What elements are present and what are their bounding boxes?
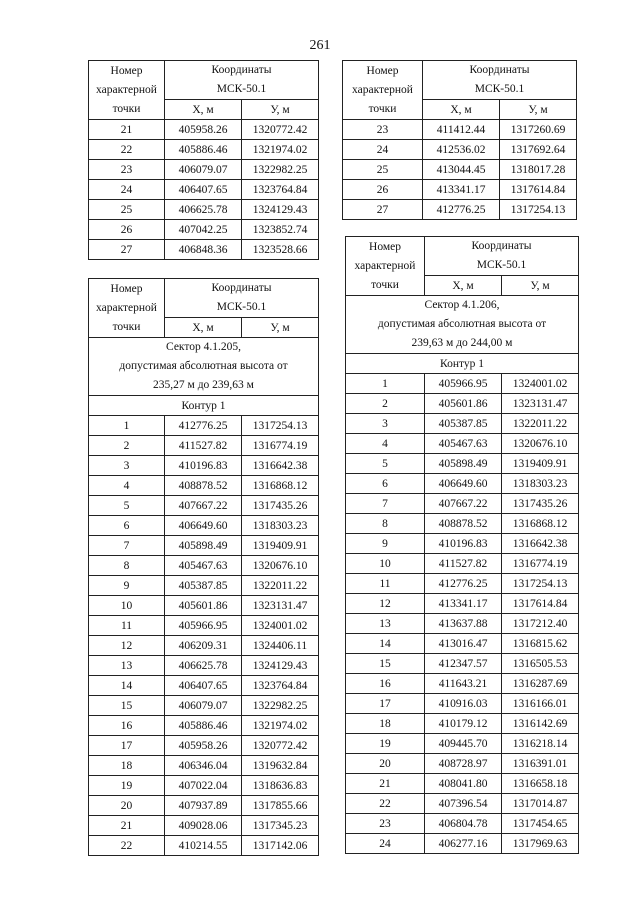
y-coordinate-cell: 1317254.13	[500, 200, 577, 220]
x-coordinate-cell: 406625.78	[165, 200, 242, 220]
text-line: Координаты	[211, 64, 272, 76]
point-number-cell: 14	[89, 676, 165, 696]
point-number-cell: 1	[346, 374, 425, 394]
point-number-cell: 14	[346, 634, 425, 654]
y-coordinate-cell: 1316391.01	[502, 754, 579, 774]
x-column-header: Х, м	[425, 276, 502, 296]
x-coordinate-cell: 406079.07	[165, 696, 242, 716]
table-row	[89, 456, 319, 476]
y-coordinate-cell: 1317345.23	[242, 816, 319, 836]
sector-description	[89, 338, 319, 396]
table-row	[346, 754, 579, 774]
y-coordinate-cell: 1319409.91	[242, 536, 319, 556]
sector-row	[89, 338, 319, 396]
table-row	[89, 496, 319, 516]
x-coordinate-cell: 407022.04	[165, 776, 242, 796]
y-coordinate-cell: 1317692.64	[500, 140, 577, 160]
x-coordinate-cell: 410196.83	[165, 456, 242, 476]
point-number-cell: 2	[346, 394, 425, 414]
point-number-cell: 27	[343, 200, 423, 220]
x-coordinate-cell: 408878.52	[425, 514, 502, 534]
point-number-cell: 21	[89, 816, 165, 836]
table-row	[346, 594, 579, 614]
point-number-cell: 13	[89, 656, 165, 676]
table-row	[343, 160, 577, 180]
text-line: Номер	[110, 64, 143, 77]
y-coordinate-cell: 1317014.87	[502, 794, 579, 814]
x-coordinate-cell: 406649.60	[425, 474, 502, 494]
x-coordinate-cell: 410214.55	[165, 836, 242, 856]
x-coordinate-cell: 406804.78	[425, 814, 502, 834]
y-coordinate-cell: 1316774.19	[242, 436, 319, 456]
y-coordinate-cell: 1319632.84	[242, 756, 319, 776]
table-row	[343, 180, 577, 200]
point-number-cell: 9	[89, 576, 165, 596]
point-number-cell: 10	[89, 596, 165, 616]
y-coordinate-cell: 1323764.84	[242, 180, 319, 200]
text-line: МСК-50.1	[474, 83, 525, 95]
x-coordinate-cell: 411643.21	[425, 674, 502, 694]
point-number-cell: 23	[343, 120, 423, 140]
point-number-header	[89, 61, 165, 120]
x-coordinate-cell: 405898.49	[425, 454, 502, 474]
table-row	[89, 756, 319, 776]
point-number-cell: 7	[89, 536, 165, 556]
point-number-cell: 15	[89, 696, 165, 716]
x-coordinate-cell: 405886.46	[165, 140, 242, 160]
x-coordinate-cell: 411527.82	[165, 436, 242, 456]
x-coordinate-cell: 406407.65	[165, 676, 242, 696]
point-number-cell: 17	[346, 694, 425, 714]
x-coordinate-cell: 405467.63	[425, 434, 502, 454]
x-coordinate-cell: 407042.25	[165, 220, 242, 240]
table-row	[346, 514, 579, 534]
y-coordinate-cell: 1321974.02	[242, 140, 319, 160]
y-coordinate-cell: 1317260.69	[500, 120, 577, 140]
point-number-cell: 15	[346, 654, 425, 674]
x-coordinate-cell: 405601.86	[425, 394, 502, 414]
sector-description	[346, 296, 579, 354]
table-row	[346, 694, 579, 714]
x-coordinate-cell: 412776.25	[165, 416, 242, 436]
point-number-cell: 6	[89, 516, 165, 536]
x-coordinate-cell: 408041.80	[425, 774, 502, 794]
table-header-row	[89, 279, 319, 318]
x-coordinate-cell: 407667.22	[165, 496, 242, 516]
point-number-cell: 9	[346, 534, 425, 554]
text-line: Координаты	[471, 240, 532, 252]
x-coordinate-cell: 406277.16	[425, 834, 502, 854]
x-coordinate-cell: 410916.03	[425, 694, 502, 714]
point-number-cell: 6	[346, 474, 425, 494]
point-number-cell: 22	[346, 794, 425, 814]
x-coordinate-cell: 409028.06	[165, 816, 242, 836]
table-row	[346, 554, 579, 574]
y-coordinate-cell: 1320676.10	[502, 434, 579, 454]
x-coordinate-cell: 409445.70	[425, 734, 502, 754]
y-coordinate-cell: 1317254.13	[242, 416, 319, 436]
point-number-cell: 21	[89, 120, 165, 140]
y-coordinate-cell: 1324129.43	[242, 200, 319, 220]
table-row	[346, 614, 579, 634]
coordinates-table-sector-206	[345, 236, 579, 854]
x-coordinate-cell: 405966.95	[425, 374, 502, 394]
table-row	[89, 180, 319, 200]
x-coordinate-cell: 405886.46	[165, 716, 242, 736]
table-row	[89, 796, 319, 816]
table-row	[346, 834, 579, 854]
point-number-cell: 24	[89, 180, 165, 200]
text-line: точки	[368, 102, 397, 115]
text-line: характерной	[96, 301, 157, 314]
x-coordinate-cell: 405898.49	[165, 536, 242, 556]
y-coordinate-cell: 1317855.66	[242, 796, 319, 816]
y-coordinate-cell: 1317614.84	[502, 594, 579, 614]
page-number: 261	[309, 38, 331, 53]
point-number-cell: 8	[346, 514, 425, 534]
y-coordinate-cell: 1316166.01	[502, 694, 579, 714]
table-row	[346, 654, 579, 674]
text-line: Номер	[366, 64, 399, 77]
point-number-cell: 24	[346, 834, 425, 854]
point-number-cell: 16	[89, 716, 165, 736]
table-row	[89, 736, 319, 756]
point-number-cell: 25	[89, 200, 165, 220]
point-number-cell: 20	[89, 796, 165, 816]
table-row	[89, 596, 319, 616]
text-line: точки	[371, 278, 399, 291]
x-coordinate-cell: 408728.97	[425, 754, 502, 774]
point-number-header	[89, 279, 165, 338]
y-coordinate-cell: 1323852.74	[242, 220, 319, 240]
point-number-cell: 1	[89, 416, 165, 436]
table-row	[346, 474, 579, 494]
x-coordinate-cell: 411412.44	[423, 120, 500, 140]
x-coordinate-cell: 407396.54	[425, 794, 502, 814]
y-coordinate-cell: 1317212.40	[502, 614, 579, 634]
point-number-cell: 7	[346, 494, 425, 514]
point-number-cell: 5	[89, 496, 165, 516]
text-line: допустимая абсолютная высота от	[377, 318, 547, 330]
x-coordinate-cell: 410179.12	[425, 714, 502, 734]
x-column-header: Х, м	[165, 100, 242, 120]
table-row	[89, 200, 319, 220]
y-coordinate-cell: 1316218.14	[502, 734, 579, 754]
coordinates-table-sector-205	[88, 278, 319, 856]
y-coordinate-cell: 1323131.47	[502, 394, 579, 414]
x-coordinate-cell: 406407.65	[165, 180, 242, 200]
table-row	[89, 576, 319, 596]
table-row	[343, 140, 577, 160]
text-line: Номер	[110, 282, 143, 295]
y-coordinate-cell: 1318303.23	[242, 516, 319, 536]
text-line: 235,27 м до 239,63 м	[153, 379, 254, 391]
x-coordinate-cell: 413637.88	[425, 614, 502, 634]
table-row	[89, 776, 319, 796]
x-coordinate-cell: 413044.45	[423, 160, 500, 180]
table-header-row	[346, 237, 579, 276]
point-number-cell: 12	[89, 636, 165, 656]
point-number-cell: 2	[89, 436, 165, 456]
table-row	[89, 120, 319, 140]
y-coordinate-cell: 1320676.10	[242, 556, 319, 576]
point-number-cell: 19	[89, 776, 165, 796]
y-coordinate-cell: 1318017.28	[500, 160, 577, 180]
table-row	[89, 160, 319, 180]
y-coordinate-cell: 1322982.25	[242, 696, 319, 716]
y-coordinate-cell: 1318303.23	[502, 474, 579, 494]
point-number-header	[346, 237, 425, 296]
text-line: МСК-50.1	[216, 301, 267, 313]
point-number-cell: 26	[343, 180, 423, 200]
x-coordinate-cell: 405966.95	[165, 616, 242, 636]
coordinates-table-top-right	[342, 60, 577, 220]
x-coordinate-cell: 408878.52	[165, 476, 242, 496]
x-coordinate-cell: 413016.47	[425, 634, 502, 654]
x-column-header: Х, м	[165, 318, 242, 338]
point-number-cell: 10	[346, 554, 425, 574]
table-header-row	[89, 61, 319, 100]
text-line: точки	[112, 102, 141, 115]
text-line: МСК-50.1	[216, 83, 267, 95]
x-coordinate-cell: 406346.04	[165, 756, 242, 776]
point-number-cell: 3	[346, 414, 425, 434]
sector-row	[346, 296, 579, 354]
point-number-cell: 19	[346, 734, 425, 754]
table-row	[346, 674, 579, 694]
x-coordinate-cell: 406209.31	[165, 636, 242, 656]
table-row	[346, 634, 579, 654]
text-line: Сектор 4.1.205,	[166, 341, 241, 353]
y-coordinate-cell: 1317254.13	[502, 574, 579, 594]
y-coordinate-cell: 1317435.26	[242, 496, 319, 516]
x-coordinate-cell: 405387.85	[165, 576, 242, 596]
x-coordinate-cell: 406625.78	[165, 656, 242, 676]
table-row	[346, 534, 579, 554]
table-row	[346, 394, 579, 414]
y-coordinate-cell: 1316658.18	[502, 774, 579, 794]
x-coordinate-cell: 405958.26	[165, 736, 242, 756]
y-coordinate-cell: 1316815.62	[502, 634, 579, 654]
point-number-cell: 5	[346, 454, 425, 474]
point-number-cell: 12	[346, 594, 425, 614]
point-number-cell: 8	[89, 556, 165, 576]
x-coordinate-cell: 413341.17	[423, 180, 500, 200]
y-coordinate-cell: 1324001.02	[502, 374, 579, 394]
contour-label: Контур 1	[89, 396, 319, 416]
x-coordinate-cell: 406079.07	[165, 160, 242, 180]
table-row	[346, 794, 579, 814]
point-number-cell: 21	[346, 774, 425, 794]
table-row	[89, 656, 319, 676]
y-coordinate-cell: 1324001.02	[242, 616, 319, 636]
y-coordinate-cell: 1316774.19	[502, 554, 579, 574]
x-coordinate-cell: 405467.63	[165, 556, 242, 576]
text-line: Номер	[369, 240, 401, 253]
table-row	[346, 434, 579, 454]
table-row	[89, 556, 319, 576]
table-row	[346, 774, 579, 794]
coordinates-table-top-left	[88, 60, 319, 260]
y-coordinate-cell: 1320772.42	[242, 736, 319, 756]
y-coordinate-cell: 1317614.84	[500, 180, 577, 200]
point-number-cell: 17	[89, 736, 165, 756]
x-coordinate-cell: 413341.17	[425, 594, 502, 614]
point-number-cell: 22	[89, 836, 165, 856]
y-coordinate-cell: 1318636.83	[242, 776, 319, 796]
y-coordinate-cell: 1324406.11	[242, 636, 319, 656]
text-line: характерной	[352, 83, 413, 96]
x-coordinate-cell: 412776.25	[423, 200, 500, 220]
x-coordinate-cell: 412776.25	[425, 574, 502, 594]
point-number-cell: 23	[89, 160, 165, 180]
y-coordinate-cell: 1316642.38	[242, 456, 319, 476]
y-coordinate-cell: 1321974.02	[242, 716, 319, 736]
y-coordinate-cell: 1323764.84	[242, 676, 319, 696]
table-row	[346, 734, 579, 754]
point-number-cell: 22	[89, 140, 165, 160]
table-row	[89, 716, 319, 736]
point-number-cell: 20	[346, 754, 425, 774]
x-coordinate-cell: 412347.57	[425, 654, 502, 674]
table-row	[89, 476, 319, 496]
table-row	[346, 494, 579, 514]
table-row	[89, 816, 319, 836]
table-row	[343, 200, 577, 220]
x-coordinate-cell: 406649.60	[165, 516, 242, 536]
table-header-row	[343, 61, 577, 100]
table-row	[346, 454, 579, 474]
x-coordinate-cell: 405958.26	[165, 120, 242, 140]
y-coordinate-cell: 1316505.53	[502, 654, 579, 674]
table-row	[89, 436, 319, 456]
coordinates-header	[423, 61, 577, 100]
y-coordinate-cell: 1320772.42	[242, 120, 319, 140]
y-coordinate-cell: 1316287.69	[502, 674, 579, 694]
y-coordinate-cell: 1317969.63	[502, 834, 579, 854]
table-row	[89, 416, 319, 436]
text-line: 239,63 м до 244,00 м	[411, 337, 513, 349]
table-row	[346, 814, 579, 834]
y-coordinate-cell: 1322011.22	[242, 576, 319, 596]
table-row	[89, 676, 319, 696]
y-coordinate-cell: 1319409.91	[502, 454, 579, 474]
table-row	[89, 616, 319, 636]
point-number-cell: 16	[346, 674, 425, 694]
x-coordinate-cell: 406848.36	[165, 240, 242, 260]
point-number-cell: 18	[346, 714, 425, 734]
y-coordinate-cell: 1317435.26	[502, 494, 579, 514]
x-coordinate-cell: 410196.83	[425, 534, 502, 554]
table-row	[89, 836, 319, 856]
text-line: допустимая абсолютная высота от	[119, 360, 288, 372]
contour-row	[346, 354, 579, 374]
table-row	[89, 140, 319, 160]
text-line: МСК-50.1	[476, 259, 527, 271]
point-number-cell: 4	[89, 476, 165, 496]
y-coordinate-cell: 1316868.12	[242, 476, 319, 496]
y-coordinate-cell: 1317142.06	[242, 836, 319, 856]
point-number-cell: 3	[89, 456, 165, 476]
table-row	[89, 536, 319, 556]
x-coordinate-cell: 411527.82	[425, 554, 502, 574]
y-coordinate-cell: 1324129.43	[242, 656, 319, 676]
text-line: Сектор 4.1.206,	[424, 299, 500, 311]
y-column-header: У, м	[242, 318, 319, 338]
point-number-cell: 13	[346, 614, 425, 634]
x-column-header: Х, м	[423, 100, 500, 120]
table-row	[346, 714, 579, 734]
table-row	[346, 414, 579, 434]
x-coordinate-cell: 405387.85	[425, 414, 502, 434]
table-row	[89, 240, 319, 260]
table-row	[89, 696, 319, 716]
point-number-cell: 23	[346, 814, 425, 834]
text-line: Координаты	[211, 282, 272, 294]
point-number-cell: 4	[346, 434, 425, 454]
y-column-header: У, м	[242, 100, 319, 120]
x-coordinate-cell: 405601.86	[165, 596, 242, 616]
text-line: характерной	[96, 83, 157, 96]
coordinates-header	[165, 61, 319, 100]
table-row	[89, 516, 319, 536]
text-line: Координаты	[469, 64, 530, 76]
y-coordinate-cell: 1322011.22	[502, 414, 579, 434]
x-coordinate-cell: 407937.89	[165, 796, 242, 816]
coordinates-header	[425, 237, 579, 276]
point-number-cell: 26	[89, 220, 165, 240]
table-row	[346, 374, 579, 394]
y-coordinate-cell: 1323131.47	[242, 596, 319, 616]
point-number-cell: 27	[89, 240, 165, 260]
point-number-cell: 11	[346, 574, 425, 594]
table-row	[346, 574, 579, 594]
table-row	[89, 636, 319, 656]
point-number-cell: 25	[343, 160, 423, 180]
table-row	[89, 220, 319, 240]
contour-label: Контур 1	[346, 354, 579, 374]
coordinates-header	[165, 279, 319, 318]
contour-row	[89, 396, 319, 416]
text-line: характерной	[354, 259, 416, 272]
y-coordinate-cell: 1317454.65	[502, 814, 579, 834]
y-coordinate-cell: 1316642.38	[502, 534, 579, 554]
point-number-cell: 11	[89, 616, 165, 636]
x-coordinate-cell: 407667.22	[425, 494, 502, 514]
point-number-header	[343, 61, 423, 120]
point-number-cell: 24	[343, 140, 423, 160]
text-line: точки	[112, 320, 141, 333]
y-coordinate-cell: 1316142.69	[502, 714, 579, 734]
point-number-cell: 18	[89, 756, 165, 776]
y-coordinate-cell: 1322982.25	[242, 160, 319, 180]
x-coordinate-cell: 412536.02	[423, 140, 500, 160]
y-coordinate-cell: 1316868.12	[502, 514, 579, 534]
y-column-header: У, м	[500, 100, 577, 120]
table-row	[343, 120, 577, 140]
y-column-header: У, м	[502, 276, 579, 296]
y-coordinate-cell: 1323528.66	[242, 240, 319, 260]
